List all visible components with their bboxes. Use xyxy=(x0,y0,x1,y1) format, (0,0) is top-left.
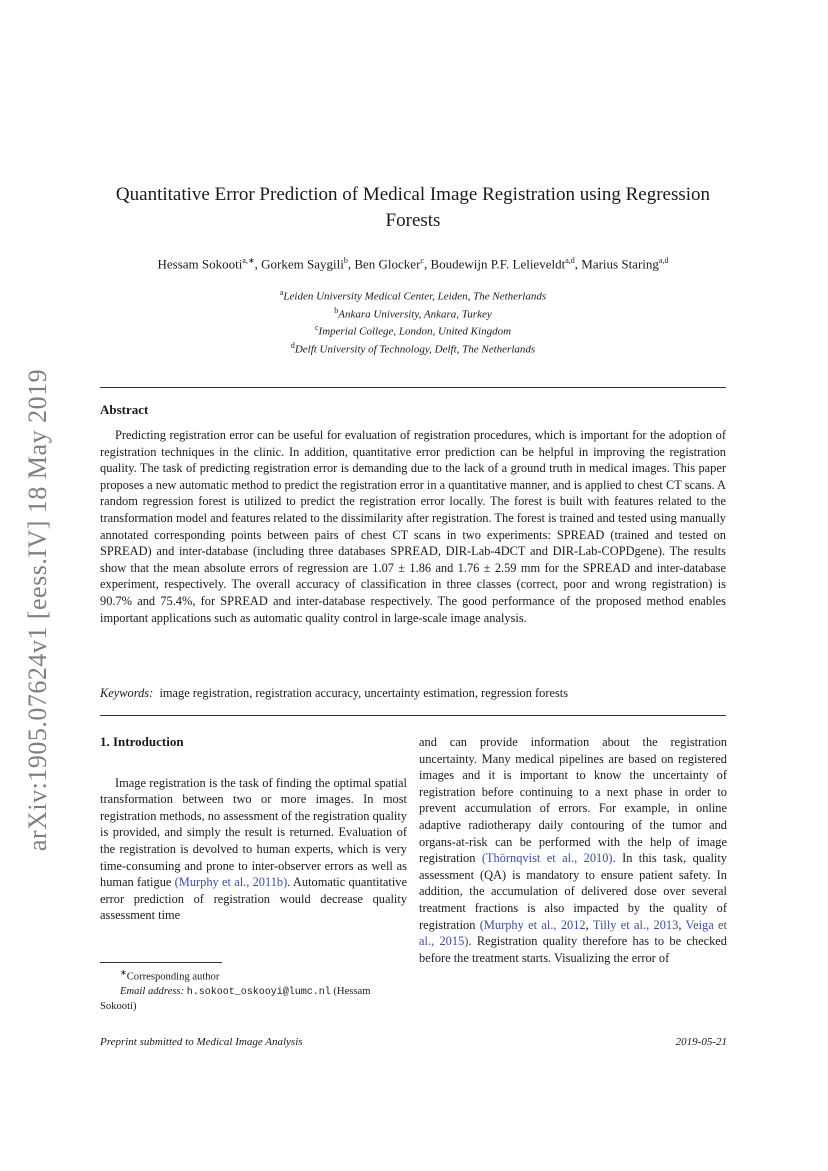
author-list: Hessam Sokooti$^{a,∗}$, Gorkem Saygili$^b$, Ben Glocker$^c$, Boudewijn P.F. Lelieveldt$^{a,d}$, Marius Staring$^{a,d}$ xyxy=(157,256,669,272)
author-name: Hessam Sokooti xyxy=(157,256,243,272)
paper-title: Quantitative Error Prediction of Medical Image Registration using Regression Forests xyxy=(115,184,711,231)
section-heading: 1. Introduction xyxy=(100,734,184,749)
abstract-heading: Abstract xyxy=(100,402,149,417)
keywords xyxy=(100,686,726,701)
author-name: Ben Glocker xyxy=(354,256,421,272)
affiliation: $^c$Imperial College, London, United Kingdom xyxy=(314,323,512,338)
left-column xyxy=(100,734,407,924)
abstract-top-rule xyxy=(100,387,726,388)
footer-journal: Preprint submitted to Medical Image Analysis xyxy=(100,1036,303,1048)
footnote-corresponding: Corresponding author xyxy=(126,971,220,983)
citation-link[interactable]: (Murphy et al., 2011b) xyxy=(174,875,288,890)
citation-link[interactable]: Tilly et al., 2013 xyxy=(592,917,679,932)
footnote: ∗Corresponding author Email address: h.sokoot_oskooyi@lumc.nl (Hessam Sokooti) xyxy=(100,968,371,1012)
abstract-bottom-rule xyxy=(100,715,726,716)
citation-link[interactable]: Veiga et al., 2015) xyxy=(419,917,727,949)
affiliation: $^a$Leiden University Medical Center, Leiden, The Netherlands xyxy=(279,288,547,303)
citation-link[interactable]: (Thörnqvist et al., 2010) xyxy=(481,851,613,866)
arxiv-stamp: arXiv:1905.07624v1 [eess.IV] 18 May 2019 xyxy=(23,368,52,852)
abstract-body: Predicting registration error can be useful for evaluation of registration procedures, which is important for the adoption of registration techniques in the clinic. In addition, quantitative error prediction can be helpful in improving the registration quality. The task of predicting registration error is demanding due to the lack of a ground truth in medical images. This paper proposes a new automatic method to predict the registration error in a quantitative manner, and is applied to chest CT scans. A random regression forest is utilized to predict the registration error locally. The forest is built with features related to the transformation model and features related to the dissimilarity after registration. The forest is trained and tested using manually annotated corresponding points between pairs of chest CT scans in two experiments: SPREAD (trained and tested on SPREAD) and inter-database (including three databases SPREAD, DIR-Lab-4DCT and DIR-Lab-COPDgene). The results show that the mean absolute errors of regression are 1.07 ± 1.86 and 1.76 ± 2.59 mm for the SPREAD and inter-database experiment, respectively. The overall accuracy of classification in three classes (correct, poor and wrong registration) is 90.7% and 75.4%, for SPREAD and inter-database respectively. The good performance of the proposed method enables important applications such as automatic quality control in large-scale image analysis. xyxy=(100,428,726,625)
footnote-rule xyxy=(100,962,222,963)
author-name: Marius Staring xyxy=(581,256,659,272)
keywords-label: Keywords: xyxy=(100,686,154,700)
author-email[interactable]: h.sokoot_oskooyi@lumc.nl xyxy=(186,986,331,998)
citation-link[interactable]: (Murphy et al., 2012 xyxy=(479,917,586,932)
footer-date: 2019-05-21 xyxy=(675,1036,727,1048)
affiliation: $^d$Delft University of Technology, Delft, The Netherlands xyxy=(290,340,536,356)
author-name: Gorkem Saygili xyxy=(261,256,344,272)
keywords-text: image registration, registration accuracy, uncertainty estimation, regression forests xyxy=(159,686,569,700)
author-name: Boudewijn P.F. Lelieveldt xyxy=(430,256,566,272)
affiliation-list xyxy=(100,286,726,357)
affiliation: $^b$Ankara University, Ankara, Turkey xyxy=(334,305,492,321)
intro-paragraph: Image registration is the task of finding the optimal spatial transformation between two or more images. In most registration methods, no assessment of the registration quality is provided, and simply the result is returned. Evaluation of the registration is devolved to human experts, which is very time-consuming and prone to inter-observer errors as well as human fatigue (Murphy et al., 2011b). Automatic quantitative error prediction of registration would decrease quality assessment time xyxy=(100,775,407,923)
intro-paragraph-continued: and can provide information about the registration uncertainty. Many medical pipelines are based on registered images and it is important to know the uncertainty of registration before continuing to a next phase in order to prevent accumulation of errors. For example, in online adaptive radiotherapy daily contouring of the tumor and organs-at-risk can be performed with the help of image registration (Thörnqvist et al., 2010). In this task, quality assessment (QA) is mandatory to ensure patient safety. In addition, the accumulation of delivered dose over several treatment fractions is also impacted by the quality of registration (Murphy et al., 2012, Tilly et al., 2013, Veiga et al., 2015). Registration quality therefore has to be checked before the treatment starts. Visualizing the error of xyxy=(419,735,727,965)
right-column xyxy=(419,734,727,966)
